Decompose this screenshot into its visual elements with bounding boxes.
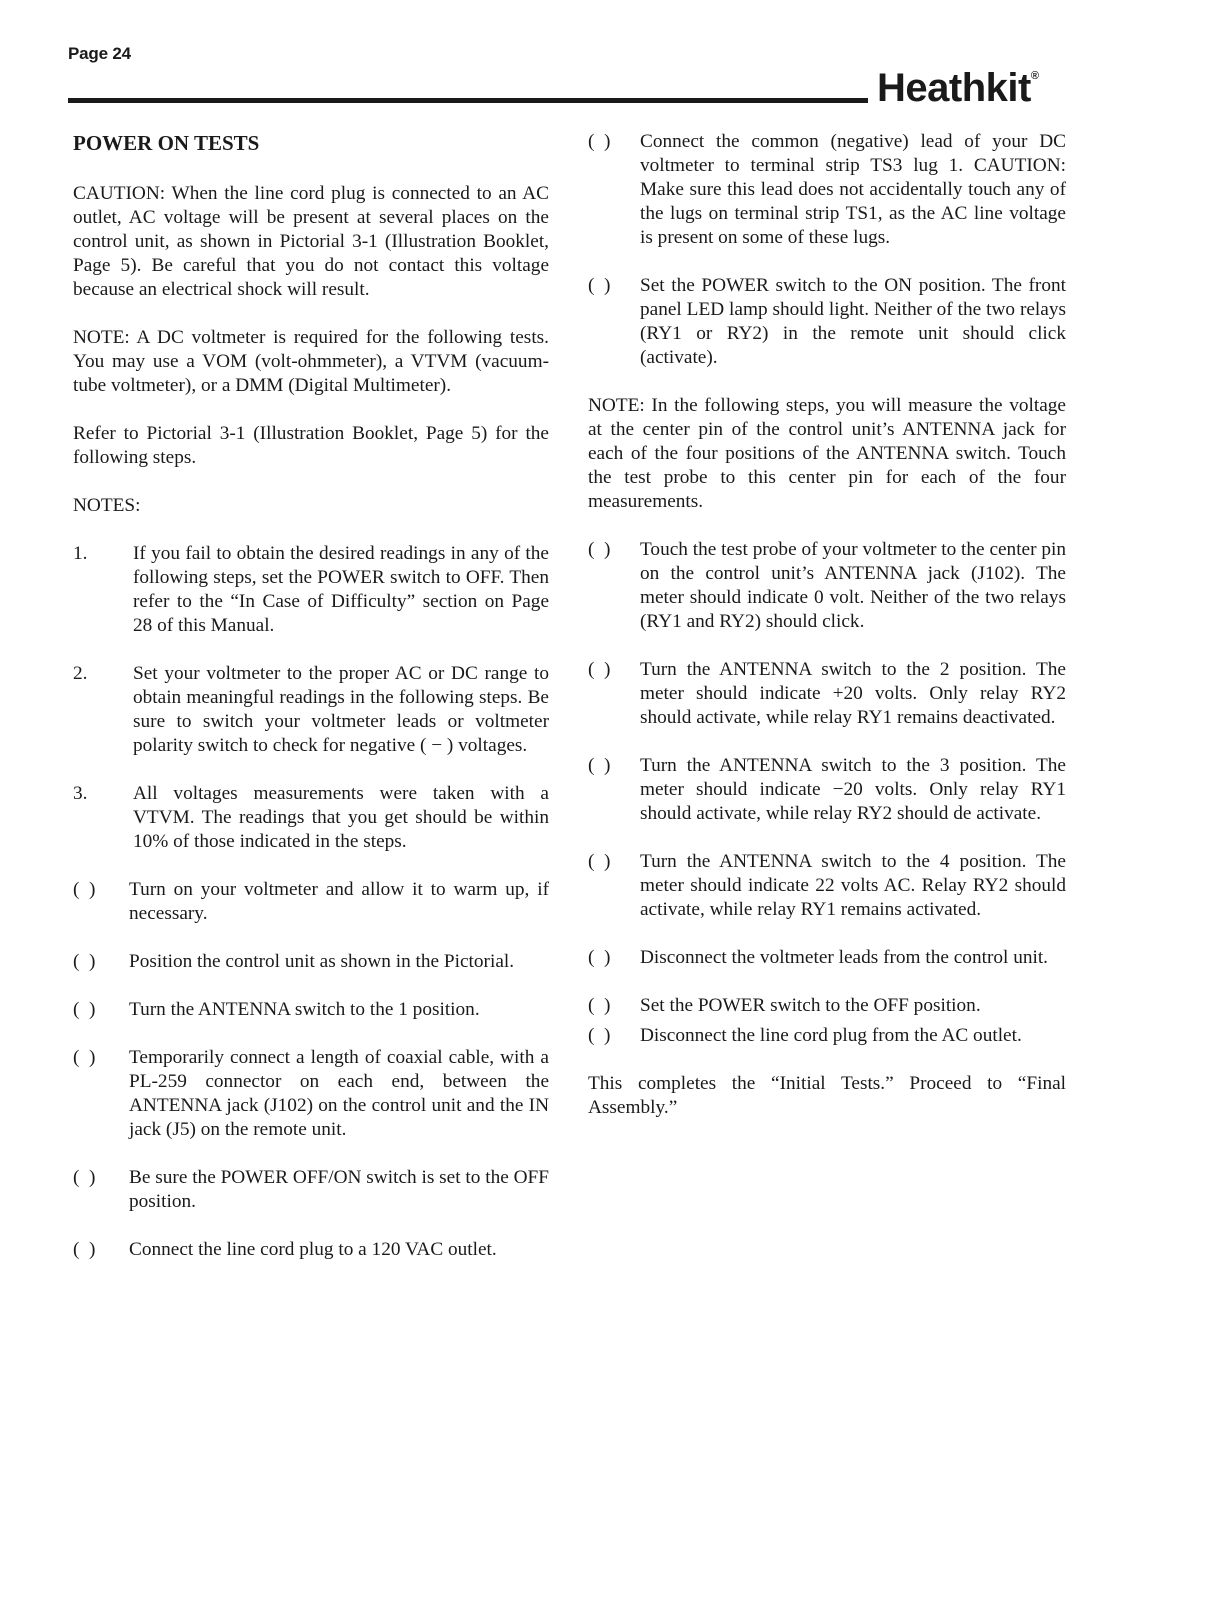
- checklist-step: [588, 538, 1066, 634]
- step-checkbox[interactable]: ( ): [588, 131, 611, 152]
- step-text: Be sure the POWER OFF/ON switch is set to the OFF position.: [129, 1167, 549, 1212]
- checklist-step: [588, 130, 1066, 250]
- note-number: 3.: [73, 783, 88, 804]
- checklist-step: [73, 950, 549, 974]
- note-item: [73, 782, 549, 854]
- brand-logo: [877, 66, 1038, 111]
- section-heading: POWER ON TESTS: [73, 131, 260, 155]
- checklist-step: [588, 946, 1066, 970]
- checklist-step: [73, 998, 549, 1022]
- checklist-step: [73, 1166, 549, 1214]
- step-text: Turn the ANTENNA switch to the 1 position.: [129, 999, 480, 1020]
- header-rule: [68, 98, 868, 103]
- step-checkbox[interactable]: ( ): [588, 539, 611, 560]
- brand-name: Heathkit: [877, 66, 1031, 110]
- step-checkbox[interactable]: ( ): [73, 1047, 96, 1068]
- step-text: Disconnect the voltmeter leads from the control unit.: [640, 947, 1049, 968]
- checklist-step: [588, 754, 1066, 826]
- caution-paragraph: CAUTION: When the line cord plug is connected to an AC outlet, AC voltage will be present at several places on the control unit, as shown in Pictorial 3-1 (Illustration Booklet, Page 5). Be careful that you do not contact this voltage because an electrical shock will result.: [73, 183, 549, 300]
- step-text: Turn the ANTENNA switch to the 3 position. The meter should indicate −20 volts. Only relay RY1 should activate, while relay RY2 should de activate.: [640, 755, 1066, 824]
- step-checkbox[interactable]: ( ): [588, 995, 611, 1016]
- step-text: Turn the ANTENNA switch to the 4 position. The meter should indicate 22 volts AC. Relay RY2 should activate, while relay RY1 remains activated.: [640, 851, 1066, 920]
- note-item: [73, 662, 549, 758]
- step-checkbox[interactable]: ( ): [588, 1025, 611, 1046]
- step-checkbox[interactable]: ( ): [588, 659, 611, 680]
- registered-mark: ®: [1030, 70, 1039, 82]
- step-checkbox[interactable]: ( ): [73, 951, 96, 972]
- step-text: Touch the test probe of your voltmeter to the center pin on the control unit’s ANTENNA jack (J102). The meter should indicate 0 volt. Neither of the two relays (RY1 and RY2) should click.: [640, 539, 1066, 632]
- checklist-step: [588, 658, 1066, 730]
- checklist-step: [588, 274, 1066, 370]
- left-column: [73, 130, 549, 1262]
- step-checkbox[interactable]: ( ): [73, 1239, 96, 1260]
- right-column: [588, 130, 1066, 1120]
- checklist-step: [73, 878, 549, 926]
- step-text: Turn the ANTENNA switch to the 2 position. The meter should indicate +20 volts. Only relay RY2 should activate, while relay RY1 remains deactivated.: [640, 659, 1066, 728]
- step-text: Disconnect the line cord plug from the AC outlet.: [640, 1025, 1022, 1046]
- step-checkbox[interactable]: ( ): [588, 851, 611, 872]
- checklist-step: [73, 1046, 549, 1142]
- note-text: If you fail to obtain the desired readings in any of the following steps, set the POWER switch to OFF. Then refer to the “In Case of Difficulty” section on Page 28 of this Manual.: [133, 543, 549, 636]
- page-number: Page 24: [68, 44, 131, 63]
- step-checkbox[interactable]: ( ): [73, 879, 96, 900]
- note-number: 1.: [73, 543, 88, 564]
- closing-paragraph: This completes the “Initial Tests.” Proceed to “Final Assembly.”: [588, 1073, 1066, 1118]
- step-text: Connect the common (negative) lead of your DC voltmeter to terminal strip TS3 lug 1. CAUTION: Make sure this lead does not accidentally touch any of the lugs on terminal strip TS1, as the AC line voltage is present on some of these lugs.: [640, 131, 1066, 248]
- note-text: Set your voltmeter to the proper AC or DC range to obtain meaningful readings in the following steps. Be sure to switch your voltmeter leads or voltmeter polarity switch to check for negative ( − ) voltages.: [133, 663, 549, 756]
- refer-paragraph: Refer to Pictorial 3-1 (Illustration Booklet, Page 5) for the following steps.: [73, 423, 549, 468]
- notes-label: NOTES:: [73, 495, 141, 516]
- checklist-step: [588, 994, 1066, 1018]
- step-checkbox[interactable]: ( ): [588, 947, 611, 968]
- step-text: Turn on your voltmeter and allow it to warm up, if necessary.: [129, 879, 549, 924]
- step-text: Set the POWER switch to the ON position. The front panel LED lamp should light. Neither of the two relays (RY1 or RY2) in the remote unit should click (activate).: [640, 275, 1066, 368]
- step-checkbox[interactable]: ( ): [588, 755, 611, 776]
- note-paragraph: NOTE: In the following steps, you will measure the voltage at the center pin of the control unit’s ANTENNA jack for each of the four positions of the ANTENNA switch. Touch the test probe to this center pin for each of the four measurements.: [588, 395, 1066, 512]
- note-text: All voltages measurements were taken with a VTVM. The readings that you get should be within 10% of those indicated in the steps.: [133, 783, 549, 852]
- note-paragraph: NOTE: A DC voltmeter is required for the following tests. You may use a VOM (volt-ohmmeter), a VTVM (vacuum-tube voltmeter), or a DMM (Digital Multimeter).: [73, 327, 549, 396]
- step-text: Connect the line cord plug to a 120 VAC outlet.: [129, 1239, 497, 1260]
- step-checkbox[interactable]: ( ): [73, 999, 96, 1020]
- step-checkbox[interactable]: ( ): [588, 275, 611, 296]
- note-item: [73, 542, 549, 638]
- step-text: Set the POWER switch to the OFF position.: [640, 995, 981, 1016]
- note-number: 2.: [73, 663, 88, 684]
- step-text: Position the control unit as shown in the Pictorial.: [129, 951, 515, 972]
- checklist-step: [588, 850, 1066, 922]
- checklist-step: [588, 1024, 1066, 1048]
- step-checkbox[interactable]: ( ): [73, 1167, 96, 1188]
- step-text: Temporarily connect a length of coaxial cable, with a PL-259 connector on each end, between the ANTENNA jack (J102) on the control unit and the IN jack (J5) on the remote unit.: [129, 1047, 549, 1140]
- checklist-step: [73, 1238, 549, 1262]
